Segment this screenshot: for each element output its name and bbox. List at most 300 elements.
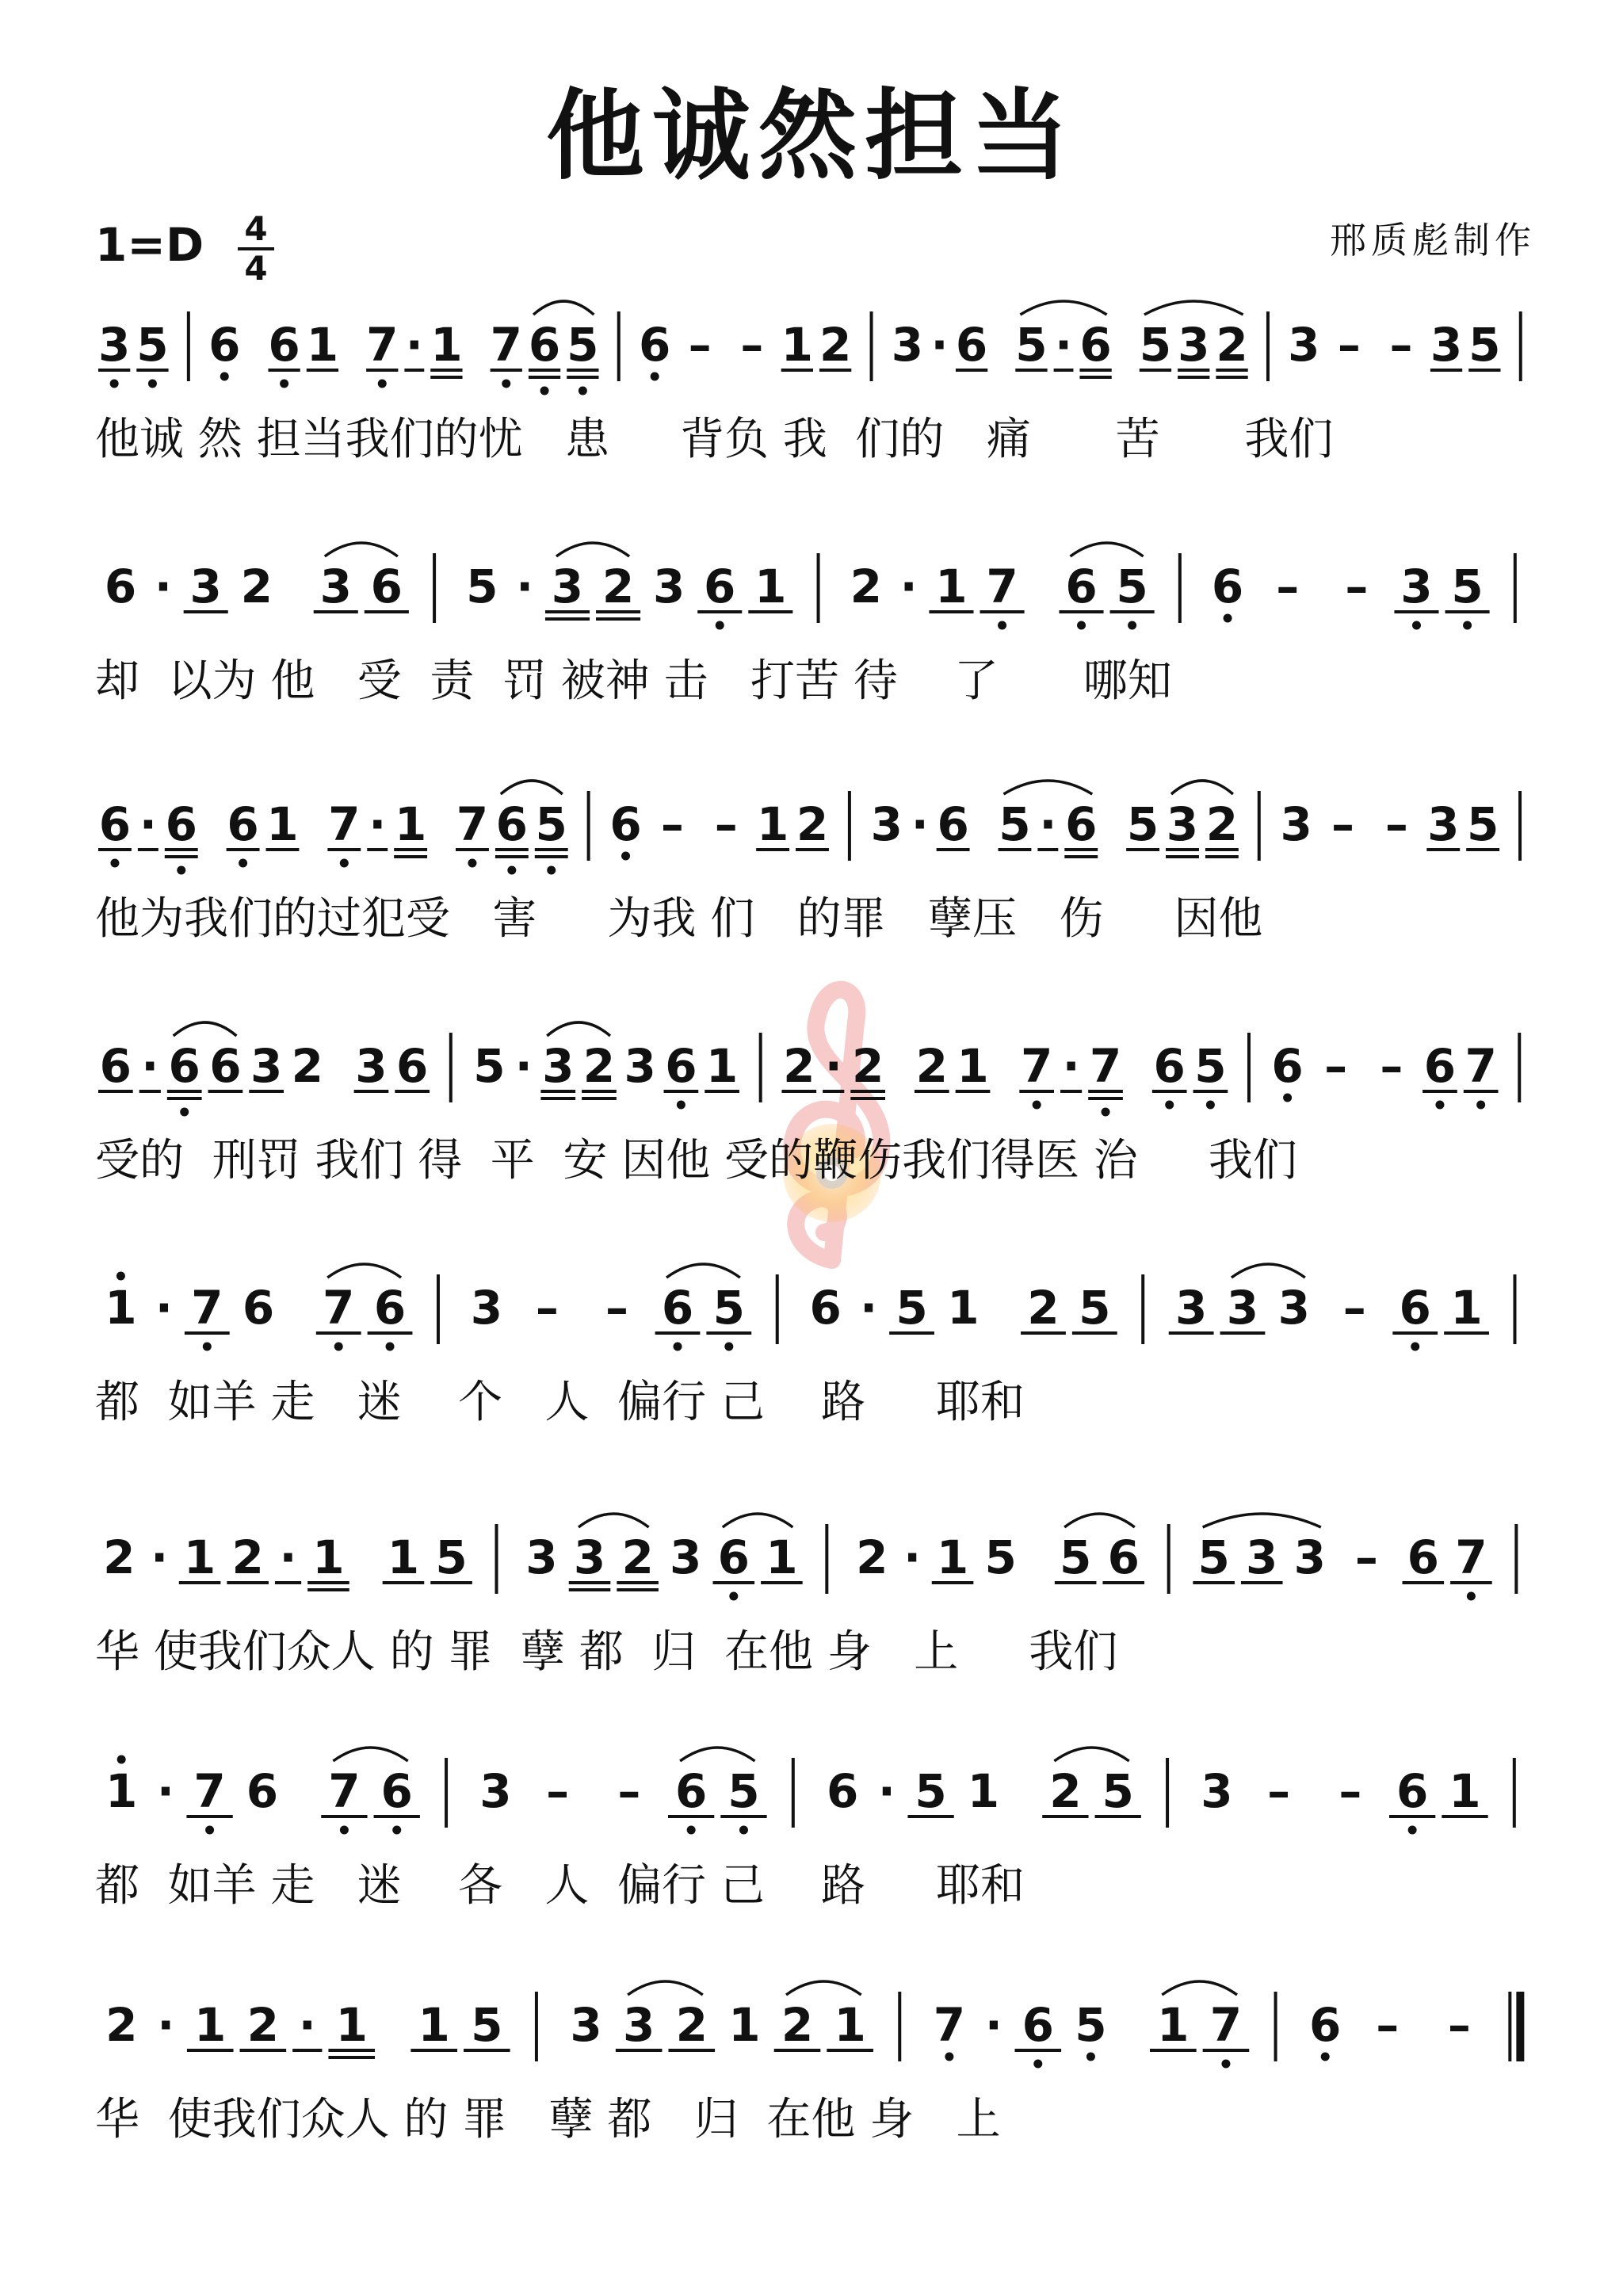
note: 6 <box>674 1764 708 1818</box>
high-octave-dot <box>116 1272 125 1281</box>
note: · <box>824 1039 842 1093</box>
note: 3 <box>1280 797 1312 851</box>
note: – <box>1376 1998 1400 2052</box>
note: 5 <box>473 1039 506 1093</box>
note: · <box>877 1764 896 1818</box>
notation-system <box>95 1514 1516 1678</box>
note: 3 <box>1246 1530 1278 1584</box>
song-title: 他诚然担当 <box>545 79 1077 193</box>
note: – <box>714 797 738 851</box>
note: – <box>660 797 684 851</box>
note: – <box>605 1281 629 1335</box>
note: 5 <box>712 1281 745 1335</box>
slur <box>1054 1748 1128 1761</box>
note: 6 <box>1399 1281 1431 1335</box>
notation-system <box>95 301 1521 465</box>
slur <box>533 301 594 315</box>
note: 5 <box>535 797 567 851</box>
note: – <box>1276 560 1300 613</box>
low-octave-dot <box>1435 1101 1444 1110</box>
slur <box>786 1981 861 1995</box>
note: 1 <box>967 1764 1000 1818</box>
note: 5 <box>727 1764 760 1818</box>
note: 5 <box>1079 1281 1111 1335</box>
note: 1 <box>1449 1764 1481 1818</box>
note: 2 <box>783 1039 815 1093</box>
note: 1 <box>105 1281 137 1335</box>
low-octave-dot <box>729 1592 738 1601</box>
low-octave-dot <box>1224 614 1232 623</box>
note: – <box>1389 318 1413 372</box>
lyric-line: 却 以为 他 受 责 罚 被神 击 打苦 待 了 哪知 <box>95 655 1172 707</box>
note: 6 <box>1396 1764 1429 1818</box>
notation-system <box>95 1748 1514 1912</box>
note: · <box>516 560 534 613</box>
low-octave-dot <box>468 859 476 868</box>
note: 6 <box>638 318 671 372</box>
note: 5 <box>1197 1530 1230 1584</box>
note: 2 <box>1027 1281 1060 1335</box>
note: 6 <box>955 318 988 372</box>
note: 6 <box>227 797 259 851</box>
note: 3 <box>1277 1281 1310 1335</box>
low-octave-dot <box>651 372 659 381</box>
note: · <box>860 1281 878 1335</box>
low-octave-dot <box>1221 2060 1230 2069</box>
note: · <box>405 318 423 372</box>
note: 1 <box>306 318 339 372</box>
note: 6 <box>1065 797 1098 851</box>
note: – <box>1342 1281 1366 1335</box>
note: 2 <box>103 1530 136 1584</box>
slur <box>680 1748 754 1761</box>
note: · <box>903 1530 922 1584</box>
note: – <box>1331 797 1355 851</box>
note: 5 <box>1059 1530 1092 1584</box>
low-octave-dot <box>1467 1592 1476 1601</box>
note: 1 <box>1450 1281 1483 1335</box>
note: 7 <box>366 318 399 372</box>
note: 6 <box>704 560 736 613</box>
note: 3 <box>891 318 924 372</box>
note: 3 <box>189 560 222 613</box>
note: 6 <box>528 318 561 372</box>
slur <box>333 1748 407 1761</box>
note: 6 <box>661 1281 694 1335</box>
note: · <box>911 797 929 851</box>
low-octave-dot <box>674 1343 682 1351</box>
note: 2 <box>582 1039 616 1093</box>
note: · <box>154 560 172 613</box>
note: 5 <box>567 318 599 372</box>
lyric-line: 受的 刑罚 我们 得 平 安 因他 受的鞭伤我们得医 治 我们 <box>95 1135 1297 1186</box>
note: 6 <box>1423 1039 1457 1093</box>
note: 5 <box>1015 318 1048 372</box>
low-octave-dot <box>621 852 630 861</box>
note: 3 <box>525 1530 558 1584</box>
note: 7 <box>1209 1998 1243 2052</box>
note: 3 <box>570 1998 602 2052</box>
note: 3 <box>1288 318 1320 372</box>
note: 6 <box>99 1039 132 1093</box>
low-octave-dot <box>205 1826 214 1835</box>
low-octave-dot <box>1102 1108 1110 1117</box>
note: 5 <box>915 1764 947 1818</box>
low-octave-dot <box>540 387 549 395</box>
low-octave-dot <box>502 380 510 388</box>
low-octave-dot <box>280 380 288 388</box>
note: 7 <box>1020 1039 1053 1093</box>
note: · <box>157 1998 175 2052</box>
note: · <box>279 1530 297 1584</box>
slur <box>1064 1514 1135 1527</box>
note: 6 <box>380 1764 413 1818</box>
low-octave-dot <box>1463 621 1472 630</box>
notation-system <box>95 1264 1514 1428</box>
note: – <box>1447 1998 1471 2052</box>
note: 7 <box>1089 1039 1122 1093</box>
low-octave-dot <box>340 859 349 868</box>
low-octave-dot <box>1206 1101 1215 1110</box>
note: 2 <box>231 1530 264 1584</box>
note: 6 <box>826 1764 859 1818</box>
note: 7 <box>933 1998 966 2052</box>
note: 3 <box>479 1764 512 1818</box>
low-octave-dot <box>203 1343 212 1351</box>
note: 5 <box>1116 560 1148 613</box>
note: 6 <box>609 797 642 851</box>
slur <box>579 1514 649 1527</box>
high-octave-dot <box>117 1755 126 1764</box>
note: 1 <box>105 1764 138 1818</box>
note: 2 <box>915 1039 948 1093</box>
note: 3 <box>1226 1281 1259 1335</box>
notation-system <box>95 543 1515 707</box>
key-signature: 1=D <box>95 218 204 272</box>
note: · <box>899 560 918 613</box>
time-signature-numerator: 4 <box>238 212 274 250</box>
note: 1 <box>935 560 968 613</box>
slur <box>501 781 563 794</box>
note: 7 <box>490 318 522 372</box>
note: 5 <box>1075 1998 1107 2052</box>
note: 1 <box>705 1039 739 1093</box>
note: 3 <box>1427 797 1460 851</box>
note: · <box>141 1039 159 1093</box>
note: 1 <box>834 1998 866 2052</box>
lyric-line: 他为我们的过犯受 害 为我 们 的罪 孽压 伤 因他 <box>95 893 1263 945</box>
slur <box>1071 543 1144 556</box>
note: – <box>1337 318 1361 372</box>
note: – <box>1384 797 1408 851</box>
low-octave-dot <box>340 1826 349 1835</box>
note: 1 <box>1157 1998 1190 2052</box>
note: 1 <box>394 797 427 851</box>
low-octave-dot <box>507 866 516 875</box>
note: 2 <box>819 318 852 372</box>
slur <box>666 1264 740 1278</box>
note: 3 <box>97 318 131 372</box>
note: 2 <box>1049 1764 1082 1818</box>
note: 2 <box>291 1039 324 1093</box>
note: · <box>156 1764 174 1818</box>
note: 6 <box>1309 1998 1342 2052</box>
lyric-line: 华 使我们众人 的 罪 孽 都 归 在他 身 上 我们 <box>95 1626 1118 1678</box>
note: 7 <box>328 797 361 851</box>
note: – <box>1354 1530 1378 1584</box>
slur <box>547 1022 610 1036</box>
note: 6 <box>717 1530 750 1584</box>
lyric-line: 都 如羊 走 迷 各 人 偏行 己 路 耶和 <box>95 1860 1025 1912</box>
note: 6 <box>1211 560 1244 613</box>
note: 2 <box>1216 318 1248 372</box>
slur <box>1171 781 1233 794</box>
note: 5 <box>1194 1039 1227 1093</box>
note: 6 <box>168 1039 200 1093</box>
note: 7 <box>456 797 489 851</box>
note: 3 <box>551 560 584 613</box>
note: 2 <box>105 1998 138 2052</box>
slur <box>1144 301 1243 315</box>
note: 1 <box>312 1530 345 1584</box>
note: – <box>1324 1039 1348 1093</box>
note: 2 <box>850 560 882 613</box>
note: 5 <box>1102 1764 1134 1818</box>
note: · <box>298 1998 316 2052</box>
note: · <box>151 1530 169 1584</box>
low-octave-dot <box>1321 2053 1330 2061</box>
note: · <box>139 797 157 851</box>
low-octave-dot <box>945 2053 953 2061</box>
note: 7 <box>193 1764 226 1818</box>
note: 6 <box>1407 1530 1439 1584</box>
note: 1 <box>936 1530 969 1584</box>
note: 5 <box>471 1998 503 2052</box>
note: 6 <box>370 560 403 613</box>
note: 5 <box>466 560 498 613</box>
low-octave-dot <box>724 1343 733 1351</box>
low-octave-dot <box>386 1343 395 1351</box>
note: 5 <box>1126 797 1159 851</box>
low-octave-dot <box>1476 1101 1485 1110</box>
slur <box>628 1981 703 1995</box>
low-octave-dot <box>148 380 157 388</box>
note: 3 <box>250 1039 283 1093</box>
note: 1 <box>266 797 299 851</box>
slur <box>1003 781 1092 794</box>
low-octave-dot <box>239 859 247 868</box>
note: · <box>514 1039 533 1093</box>
note: – <box>546 1764 570 1818</box>
low-octave-dot <box>392 1826 401 1835</box>
note: · <box>1062 1039 1080 1093</box>
note: 7 <box>323 1281 355 1335</box>
lyric-line: 华 使我们众人 的 罪 孽 都 归 在他 身 上 <box>95 2094 1001 2145</box>
low-octave-dot <box>579 387 587 395</box>
note: 3 <box>355 1039 388 1093</box>
note: 3 <box>1201 1764 1233 1818</box>
note: 7 <box>1455 1530 1487 1584</box>
note: 1 <box>766 1530 798 1584</box>
note: 6 <box>242 1281 275 1335</box>
note: 7 <box>986 560 1018 613</box>
low-octave-dot <box>110 380 119 388</box>
note: – <box>688 318 712 372</box>
note: 1 <box>756 797 789 851</box>
note: 5 <box>1139 318 1172 372</box>
note: · <box>1039 797 1057 851</box>
note: 5 <box>999 797 1031 851</box>
slur <box>174 1022 237 1036</box>
note: – <box>1380 1039 1403 1093</box>
note: 6 <box>268 318 300 372</box>
note: 7 <box>191 1281 223 1335</box>
final-barline-thick <box>1516 1992 1524 2061</box>
note: 3 <box>624 1039 656 1093</box>
note: 2 <box>796 797 829 851</box>
slur <box>723 1514 793 1527</box>
note: 3 <box>573 1530 606 1584</box>
low-octave-dot <box>1412 621 1421 630</box>
low-octave-dot <box>1283 1094 1292 1102</box>
note: 3 <box>1430 318 1463 372</box>
low-octave-dot <box>334 1343 343 1351</box>
note: 2 <box>246 1998 280 2052</box>
note: · <box>930 318 949 372</box>
note: 6 <box>1079 318 1112 372</box>
note: 6 <box>104 560 137 613</box>
low-octave-dot <box>1077 621 1086 630</box>
note: – <box>1267 1764 1291 1818</box>
note: 1 <box>947 1281 980 1335</box>
note: 7 <box>1465 1039 1497 1093</box>
note: 2 <box>601 560 635 613</box>
low-octave-dot <box>110 859 119 868</box>
note: 6 <box>246 1764 279 1818</box>
slur <box>556 543 629 556</box>
low-octave-dot <box>1128 621 1136 630</box>
note: 3 <box>319 560 352 613</box>
note: 3 <box>470 1281 503 1335</box>
note: 1 <box>418 1998 450 2052</box>
time-signature-denominator: 4 <box>244 249 268 288</box>
slur <box>1203 1514 1321 1527</box>
low-octave-dot <box>998 621 1006 630</box>
note: 2 <box>1205 797 1239 851</box>
note: 3 <box>1178 318 1210 372</box>
author-credit: 邢质彪制作 <box>1330 219 1536 262</box>
note: 6 <box>98 797 132 851</box>
note: 1 <box>183 1530 216 1584</box>
note: · <box>369 797 387 851</box>
note: 6 <box>937 797 969 851</box>
note: 3 <box>622 1998 655 2052</box>
note: 6 <box>165 797 197 851</box>
low-octave-dot <box>1086 2053 1095 2061</box>
note: 5 <box>1451 560 1484 613</box>
note: 5 <box>984 1530 1017 1584</box>
note: – <box>1345 560 1369 613</box>
note: 3 <box>1400 560 1433 613</box>
low-octave-dot <box>378 380 387 388</box>
low-octave-dot <box>180 1108 189 1117</box>
notation-system <box>95 781 1520 945</box>
note: 2 <box>675 1998 708 2052</box>
note: – <box>740 318 764 372</box>
note: 6 <box>1107 1530 1140 1584</box>
low-octave-dot <box>1411 1343 1419 1351</box>
low-octave-dot <box>1408 1826 1417 1835</box>
note: 2 <box>621 1530 654 1584</box>
note: 1 <box>957 1039 989 1093</box>
notation-system <box>95 1981 1524 2145</box>
note: 6 <box>208 318 241 372</box>
low-octave-dot <box>739 1826 748 1835</box>
note: 1 <box>728 1998 761 2052</box>
note: 6 <box>809 1281 842 1335</box>
note: 3 <box>670 1530 702 1584</box>
note: 5 <box>136 318 169 372</box>
note: 6 <box>396 1039 429 1093</box>
low-octave-dot <box>1165 1101 1174 1110</box>
note: 6 <box>665 1039 697 1093</box>
note: 2 <box>851 1039 884 1093</box>
note: 3 <box>652 560 685 613</box>
note: 1 <box>754 560 787 613</box>
low-octave-dot <box>716 621 724 630</box>
note: 3 <box>870 797 903 851</box>
note: 1 <box>194 1998 227 2052</box>
note: 6 <box>1153 1039 1186 1093</box>
notation-system <box>95 1022 1519 1186</box>
note: · <box>155 1281 173 1335</box>
low-octave-dot <box>177 866 185 875</box>
lyric-line: 都 如羊 走 迷 个 人 偏行 己 路 耶和 <box>95 1377 1025 1428</box>
note: 1 <box>781 318 814 372</box>
note: 7 <box>328 1764 361 1818</box>
note: 6 <box>1022 1998 1054 2052</box>
note: 5 <box>896 1281 928 1335</box>
note: 6 <box>1271 1039 1304 1093</box>
note: · <box>1055 318 1073 372</box>
note: 1 <box>430 318 463 372</box>
note: · <box>984 1998 1002 2052</box>
note: 1 <box>387 1530 420 1584</box>
slur <box>1020 301 1106 315</box>
note: 3 <box>1174 1281 1208 1335</box>
note: – <box>1338 1764 1362 1818</box>
note: 6 <box>495 797 529 851</box>
note: 5 <box>435 1530 468 1584</box>
note: 2 <box>781 1998 814 2052</box>
note: – <box>535 1281 559 1335</box>
note: 3 <box>542 1039 575 1093</box>
note: 2 <box>240 560 273 613</box>
slur <box>1232 1264 1305 1278</box>
note: – <box>617 1764 641 1818</box>
note: 3 <box>1293 1530 1327 1584</box>
note: 6 <box>373 1281 407 1335</box>
low-octave-dot <box>220 372 229 381</box>
low-octave-dot <box>677 1101 685 1110</box>
slur <box>325 543 398 556</box>
note: 5 <box>1466 797 1499 851</box>
low-octave-dot <box>1033 1101 1041 1110</box>
note: 6 <box>209 1039 242 1093</box>
note: 6 <box>1065 560 1098 613</box>
low-octave-dot <box>1033 2060 1042 2069</box>
note: 3 <box>1166 797 1199 851</box>
